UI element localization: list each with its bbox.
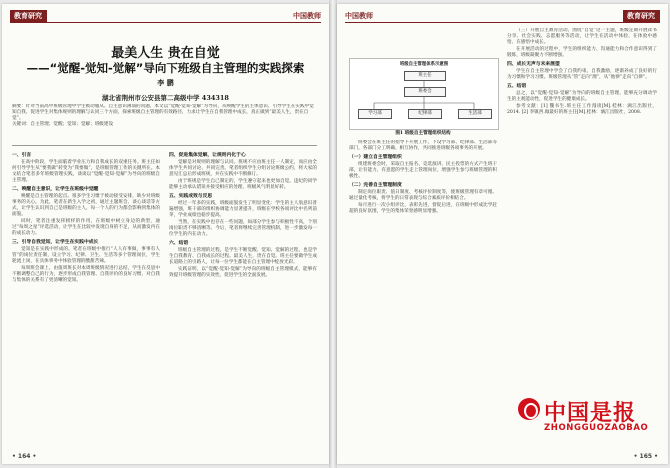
right-running-header <box>345 10 660 23</box>
section-heading: 五、结语 <box>507 83 527 89</box>
keywords-text: 关键词：自主管理；觉醒；觉知；觉解；班级建设 <box>12 122 114 127</box>
org-chart-figure <box>349 58 499 130</box>
article-subtitle: ——“觉醒-觉知-觉解”导向下班级自主管理的实践探索 <box>26 61 305 75</box>
watermark-brand-cn: 中国是报 <box>544 401 637 426</box>
left-page <box>2 4 329 464</box>
page-number-right: • 165 • <box>633 453 658 460</box>
body-paragraph: 觉知是在实践中形成的。笔者在班级中推行“人人有事做，事事有人管”的岗位责任制，设立学习、纪律、卫生、生活等多个管理岗位，学生轮流上岗，在具体事务中体验管理的酸甜苦辣。 <box>12 247 160 264</box>
chart-node-discipline: 纪律部 <box>408 109 442 119</box>
section-heading: 四、成长无声与未来展望 <box>507 61 560 67</box>
body-paragraph: 经过一年多的实践，班级面貌发生了明显变化：学生的主人翁意识普遍增强，班干部的组织协调能力显著提升，班级在学校各项评比中名列前茅，学业成绩也稳步提高。 <box>169 201 317 218</box>
body-paragraph: 唤醒是自主管理的起点。很多学生习惯于被动接受安排，缺少对班级事务的关心。为此，笔者在新生入学之初，通过主题班会、谈心谈话等方式，让学生认识到自己是班级的主人，每一个人的行为都会影响到集体的面貌。 <box>12 194 160 217</box>
chart-node-study: 学习部 <box>358 109 392 119</box>
figure-caption: 图1 班级自主管理组织结构 <box>395 131 451 136</box>
chart-node-teacher: 班主任 <box>404 71 446 81</box>
watermark-logo-icon <box>518 398 540 420</box>
right-column-1 <box>349 140 497 446</box>
body-paragraph: 班级自主管理的过程，是学生不断觉醒、觉知、觉解的过程，也是学生自我教育、自我成长的过程。最美人生，贵在自觉。班主任要做学生成长道路上的引路人，让每一位学生都能在自主管理中绽放光彩。 <box>169 248 317 265</box>
section-heading: 一、引言 <box>12 152 32 158</box>
section-heading: （二）完善自主管理制度 <box>349 182 402 188</box>
chart-node-life: 生活部 <box>458 109 492 119</box>
chart-node-committee: 班委会 <box>404 87 446 97</box>
body-paragraph: 同时，笔者注重发挥榜样的作用，在班级中树立身边的典型，通过“每周之星”评选活动，让学生在比较中发现自身的不足，从而激发内在的成长动力。 <box>12 219 160 236</box>
article-title: 最美人生 贵在自觉 <box>111 46 220 61</box>
section-heading: （一）建立自主管理组织 <box>349 154 402 160</box>
body-paragraph: 学生在自主管理中学会了自我约束、自我激励，逐渐养成了良好的行为习惯和学习习惯。班级管理从“管”走向“理”，从“他律”走向“自律”。 <box>507 69 657 80</box>
right-page <box>337 4 668 464</box>
abstract-text: 摘要：针对当前高中班级管理中学生被动服从、自主意识薄弱的问题，本文以“觉醒-觉知-觉解”为导向，从唤醒学生的主体意识、引导学生在实践中觉知自我、促进学生对集体规则的理解与认同三个方面，探索班级自主管理的有效路径，力求让学生在自我管理中成长，真正做到“最美人生，贵在自觉”。 <box>12 104 314 121</box>
body-paragraph: 总之，以“觉醒-觉知-觉解”为导向的班级自主管理，能够充分调动学生的主观能动性，促进学生的健康成长。 <box>507 91 657 102</box>
body-paragraph: 班委会在班主任的指导下开展工作，下设学习部、纪律部、生活部等部门，各部门分工明确、相互协作，共同推进班级各项事务的开展。 <box>349 140 497 151</box>
body-paragraph: 参考文献：[1] 魏书生.班主任工作漫谈[M].桂林：漓江出版社，2014. [2] 李镇西.做最好的班主任[M].桂林：漓江出版社，2008. <box>507 104 657 115</box>
section-heading: 二、唤醒自主意识，让学生在班级中觉醒 <box>12 186 99 192</box>
divider <box>12 145 317 146</box>
body-paragraph: 实践证明，以“觉醒-觉知-觉解”为导向的班级自主管理模式，能够有效提升班级管理的实效性，促进学生的全面发展。 <box>169 267 317 278</box>
magazine-name: 中国教师 <box>293 12 321 20</box>
abstract-block <box>12 104 317 140</box>
body-paragraph: 在开展活动的过程中，学生的组织能力、沟通能力和合作意识得到了锻炼，班级凝聚力不断增强。 <box>507 47 657 58</box>
section-tag: 教育研究 <box>623 10 660 22</box>
book-gutter <box>329 0 337 468</box>
author-affiliation: 湖北省荆州市公安县第二高级中学 434318 <box>102 94 229 102</box>
body-paragraph: 在高中阶段，学生面临着学业压力和自我成长的双重任务。班主任如何引导学生从“要我做”转变为“我要做”，是班级管理工作的关键所在。本文结合笔者多年班级管理实践，谈谈以“觉醒-觉知-觉解”为导向的班级自主管理。 <box>12 160 160 183</box>
figure-title: 班级自主管理体系示意图 <box>399 62 449 67</box>
section-tag: 教育研究 <box>10 10 47 22</box>
left-column-2 <box>169 150 317 446</box>
watermark-brand-en: ZHONGGUOZAOBAO <box>544 423 649 433</box>
body-paragraph: 制定岗位职责、值日制度、考核评价制度等，使班级管理有章可循。通过量化考核，将学生的日常表现与综合素质评价相结合。 <box>349 190 497 201</box>
body-paragraph: 每月进行一次小组评比，表彰先进，督促后进，在班级中形成比学赶超的良好氛围，学生的集体荣誉感明显增强。 <box>349 203 497 214</box>
author-name: 李 鹏 <box>157 78 174 87</box>
left-column-1 <box>12 150 160 446</box>
left-running-header <box>10 10 321 23</box>
body-paragraph: 每周班会课上，由值周班长对本周班级情况进行总结，学生在反思中不断调整自己的行为，逐步形成自我管理、自我评价的良好习惯，对自我与集体的关系有了更清晰的觉知。 <box>12 266 160 283</box>
body-paragraph: （三）开展自主教育活动。围绕“自觉”这一主题，班级定期开展读书分享、社会实践、志愿服务等活动，让学生在活动中体验、在体验中感悟、在感悟中成长。 <box>507 28 657 45</box>
magazine-name: 中国教师 <box>345 12 373 20</box>
right-column-2 <box>507 28 657 390</box>
page-number-left: • 164 • <box>12 453 37 460</box>
body-paragraph: 由于班规是学生自己制定的，学生遵守起来也更加自觉。违纪的同学能够主动承认错误并接受相应的处理，班级风气明显好转。 <box>169 179 317 190</box>
section-heading: 六、结语 <box>169 240 189 246</box>
body-paragraph: 觉解是对规则的理解与认同。班规不应由班主任一人制定，而应由全体学生共同讨论、共同完善。笔者组织学生分组讨论班级公约，将大家的意见汇总后形成班规，并在实践中不断修订。 <box>169 160 317 177</box>
section-heading: 五、实践成效与反思 <box>169 193 213 199</box>
section-heading: 三、引导自我觉知，让学生在实践中成长 <box>12 239 99 245</box>
watermark <box>518 398 658 442</box>
section-heading: 四、促进集体觉解，让规则内化于心 <box>169 152 246 158</box>
body-paragraph: 当然，在实践中也存在一些问题，如部分学生参与积极性不高，个别岗位职责不够清晰等。今后，笔者将继续完善管理机制，进一步激发每一位学生的内在动力。 <box>169 220 317 237</box>
body-paragraph: 组建班委会时，采取自主报名、竞选演讲、民主投票的方式产生班干部，让有能力、有意愿的学生走上管理岗位，增强学生参与班级管理的积极性。 <box>349 162 497 179</box>
